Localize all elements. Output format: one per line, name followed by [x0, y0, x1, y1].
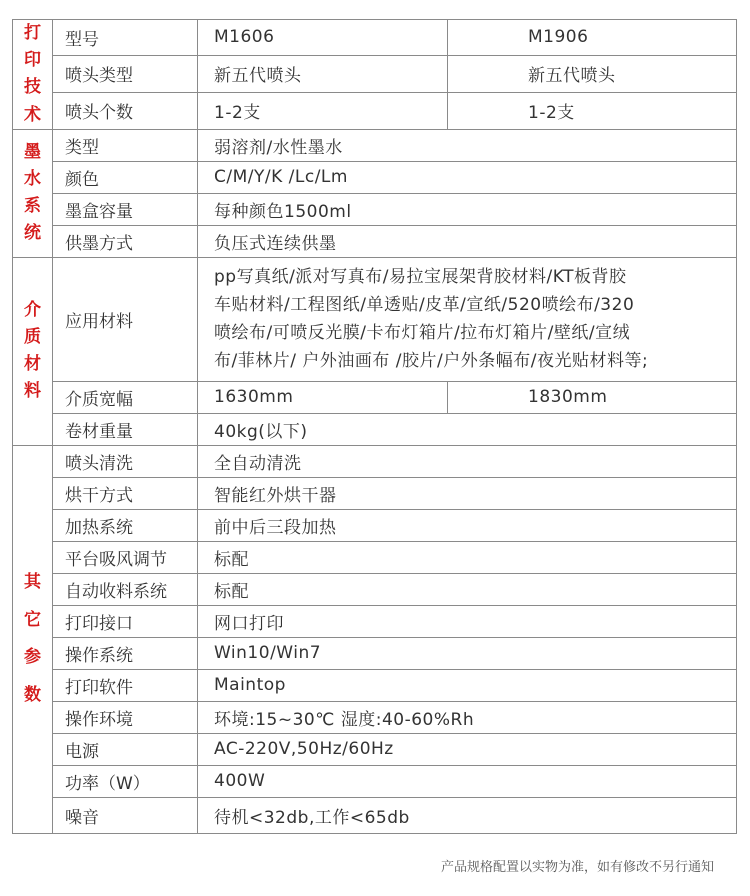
value-cell: AC-220V,50Hz/60Hz	[198, 733, 737, 765]
value-cell: 环境:15~30℃ 湿度:40-60%Rh	[198, 701, 737, 733]
spec-table	[12, 19, 737, 834]
section-char: 参	[24, 647, 41, 668]
row-label: 噪音	[53, 797, 198, 833]
table-row	[13, 92, 737, 129]
table-row	[13, 765, 737, 797]
row-label: 类型	[53, 129, 198, 161]
table-row	[13, 413, 737, 445]
section-char: 介	[24, 299, 41, 320]
row-label: 平台吸风调节	[53, 541, 198, 573]
materials-cell	[198, 257, 737, 381]
section-ink-system	[13, 129, 53, 257]
table-row	[13, 193, 737, 225]
section-char: 统	[24, 223, 41, 244]
value-cell: 全自动清洗	[198, 445, 737, 477]
table-row	[13, 605, 737, 637]
section-media	[13, 257, 53, 445]
table-row	[13, 129, 737, 161]
value-cell: 1-2支	[448, 92, 737, 129]
table-row	[13, 509, 737, 541]
row-label: 操作环境	[53, 701, 198, 733]
value-cell: 1830mm	[448, 381, 737, 413]
table-row	[13, 541, 737, 573]
row-label: 烘干方式	[53, 477, 198, 509]
row-label: 卷材重量	[53, 413, 198, 445]
value-cell: 智能红外烘干器	[198, 477, 737, 509]
section-char: 打	[24, 23, 41, 43]
row-label: 操作系统	[53, 637, 198, 669]
table-row	[13, 381, 737, 413]
table-row	[13, 225, 737, 257]
section-char: 术	[24, 104, 41, 125]
value-cell: 新五代喷头	[448, 55, 737, 92]
value-cell: 1630mm	[198, 381, 448, 413]
materials-line: pp写真纸/派对写真布/易拉宝展架背胶材料/KT板背胶	[214, 267, 627, 288]
row-label: 应用材料	[53, 257, 198, 381]
value-cell: 前中后三段加热	[198, 509, 737, 541]
footer-note: 产品规格配置以实物为准，如有修改不另行通知	[440, 860, 714, 875]
value-cell: 标配	[198, 541, 737, 573]
table-row	[13, 701, 737, 733]
row-label: 打印软件	[53, 669, 198, 701]
row-label: 喷头个数	[53, 92, 198, 129]
table-row	[13, 477, 737, 509]
value-cell: 弱溶剂/水性墨水	[198, 129, 737, 161]
table-row	[13, 445, 737, 477]
row-label: 供墨方式	[53, 225, 198, 257]
row-label: 介质宽幅	[53, 381, 198, 413]
row-label: 颜色	[53, 161, 198, 193]
table-row	[13, 257, 737, 381]
section-char: 其	[24, 572, 41, 593]
value-cell: 负压式连续供墨	[198, 225, 737, 257]
table-row	[13, 573, 737, 605]
materials-line: 布/菲林片/ 户外油画布 /胶片/户外条幅布/夜光贴材料等;	[214, 351, 649, 372]
section-print-tech	[13, 20, 53, 130]
section-char: 系	[24, 196, 41, 217]
section-char: 印	[24, 50, 41, 71]
value-cell: 1-2支	[198, 92, 448, 129]
row-label: 墨盒容量	[53, 193, 198, 225]
row-label: 电源	[53, 733, 198, 765]
table-row	[13, 20, 737, 56]
value-cell: 400W	[198, 765, 737, 797]
section-char: 质	[24, 327, 41, 348]
section-char: 墨	[24, 141, 41, 162]
value-cell: 新五代喷头	[198, 55, 448, 92]
row-label: 喷头清洗	[53, 445, 198, 477]
table-row	[13, 669, 737, 701]
value-cell: 网口打印	[198, 605, 737, 637]
value-m1606: M1606	[198, 20, 448, 56]
section-char: 料	[24, 381, 41, 402]
materials-line: 喷绘布/可喷反光膜/卡布灯箱片/拉布灯箱片/壁纸/宣绒	[214, 323, 631, 344]
section-char: 技	[24, 77, 41, 98]
row-label: 加热系统	[53, 509, 198, 541]
row-label: 喷头类型	[53, 55, 198, 92]
section-char: 水	[24, 169, 41, 190]
section-other-params	[13, 445, 53, 833]
section-char: 它	[24, 609, 41, 630]
value-cell: 标配	[198, 573, 737, 605]
value-m1906: M1906	[448, 20, 737, 56]
table-row	[13, 637, 737, 669]
row-label: 功率（W）	[53, 765, 198, 797]
value-cell: 待机<32db,工作<65db	[198, 797, 737, 833]
value-cell: 40kg(以下)	[198, 413, 737, 445]
table-row	[13, 161, 737, 193]
value-cell: Maintop	[198, 669, 737, 701]
row-label: 自动收料系统	[53, 573, 198, 605]
table-row	[13, 733, 737, 765]
table-row	[13, 797, 737, 833]
row-label: 打印接口	[53, 605, 198, 637]
materials-line: 车贴材料/工程图纸/单透贴/皮革/宣纸/520喷绘布/320	[214, 295, 635, 316]
value-cell: Win10/Win7	[198, 637, 737, 669]
section-char: 数	[24, 684, 41, 705]
value-cell: C/M/Y/K /Lc/Lm	[198, 161, 737, 193]
section-char: 材	[24, 354, 41, 375]
value-cell: 每种颜色1500ml	[198, 193, 737, 225]
table-row	[13, 55, 737, 92]
row-label: 型号	[53, 20, 198, 56]
